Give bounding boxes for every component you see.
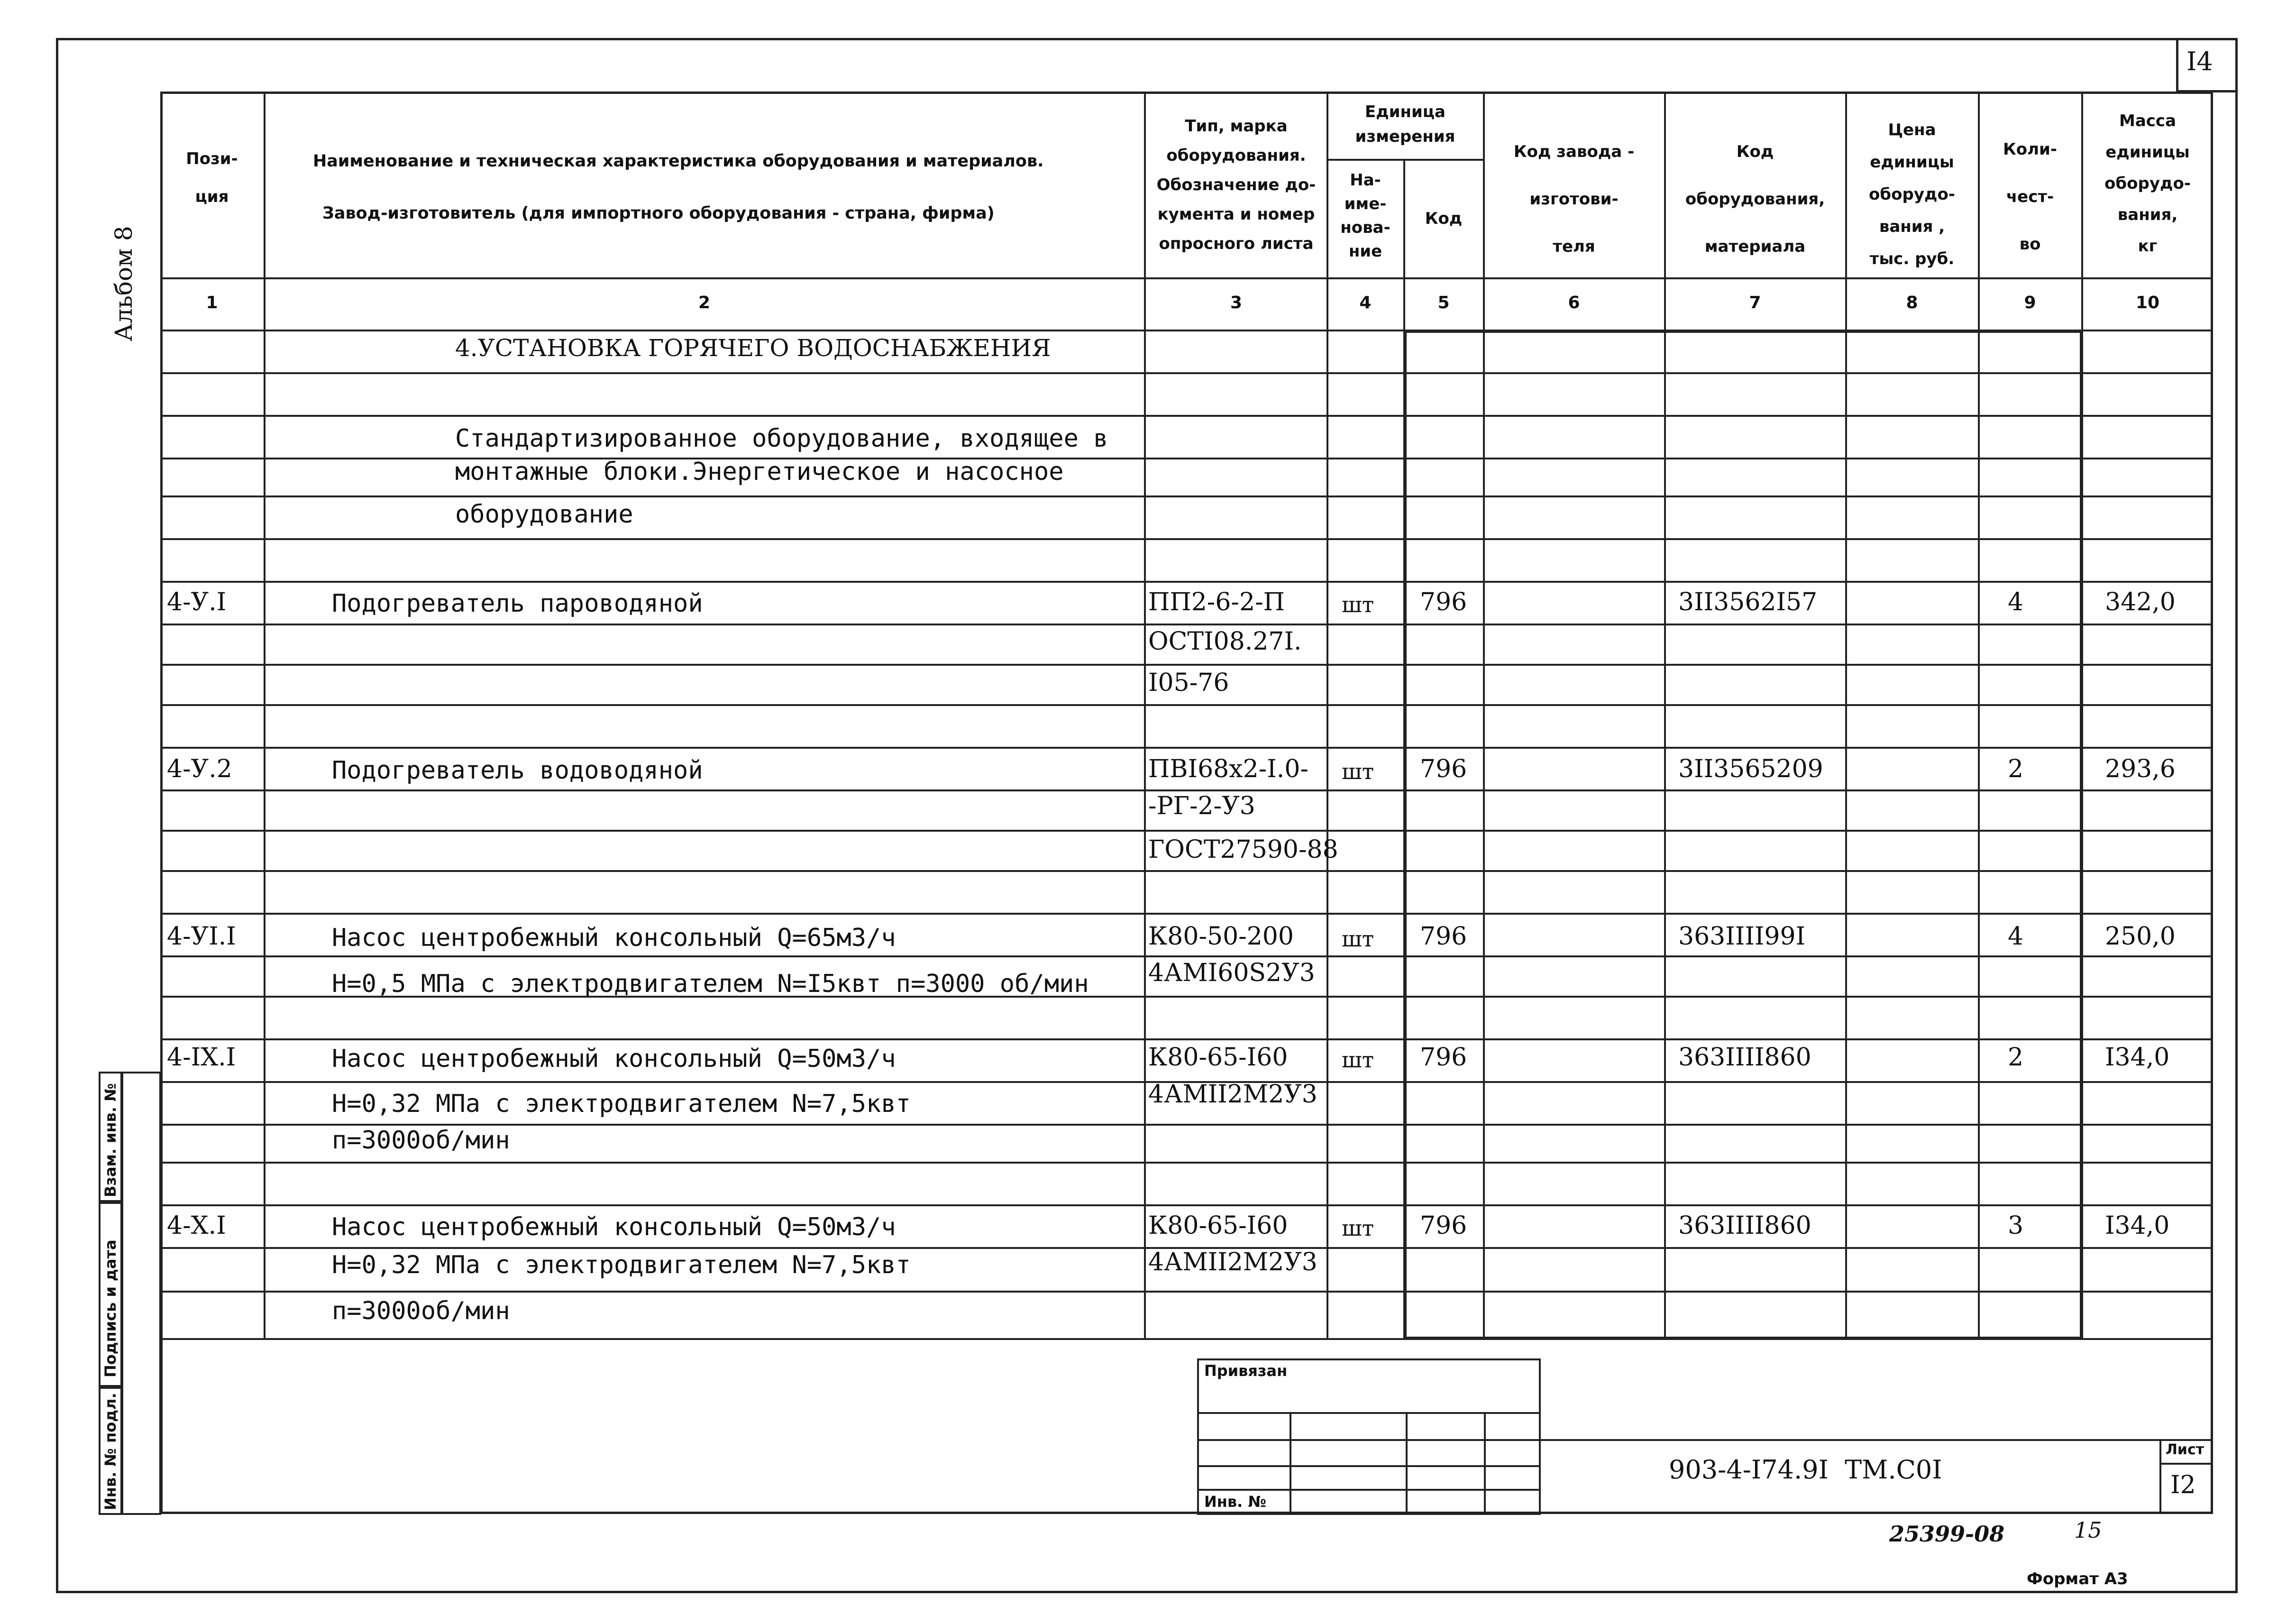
row2-mass: 293,6 [2105, 755, 2176, 783]
hdr-col6: Код завода - изготови- теля [1513, 142, 1635, 256]
row4-code: 796 [1420, 1043, 1467, 1072]
row1-qty: 4 [2008, 588, 2024, 616]
row3-name-2: Н=0,5 МПа с электродвигателем N=I5квт п=3000 об/мин [332, 970, 1089, 998]
page-number: 15 [2074, 1517, 2102, 1543]
hdr-col10: Масса единицы оборудо- вания, кг [2104, 111, 2191, 256]
colnum-8: 8 [1906, 293, 1918, 312]
colnum-3: 3 [1230, 293, 1243, 312]
col-line-3 [1326, 92, 1328, 1340]
row4-mass: I34,0 [2105, 1043, 2170, 1072]
row2-name: Подогреватель водоводяной [332, 756, 703, 785]
colnum-10: 10 [2135, 293, 2160, 312]
row5-name-1: Насос центробежный консольный Q=50м3/ч [332, 1213, 896, 1241]
privyazan-box [1197, 1358, 1541, 1515]
hdr-col7: Код оборудования, материала [1685, 142, 1825, 256]
row5-code: 796 [1420, 1211, 1467, 1240]
row2-equip-code: 3II3565209 [1678, 755, 1823, 783]
row1-type-3: I05-76 [1148, 669, 1229, 697]
row2-type-3: ГОСТ27590-88 [1148, 835, 1338, 864]
colnum-9: 9 [2024, 293, 2036, 312]
sheet-box-mid [2159, 1463, 2213, 1465]
row1-code: 796 [1420, 588, 1467, 616]
colnum-1: 1 [206, 293, 218, 312]
row3-mass: 250,0 [2105, 922, 2176, 951]
row4-qty: 2 [2008, 1043, 2024, 1072]
row5-name-3: п=3000об/мин [332, 1297, 510, 1325]
row2-unit: шт [1342, 759, 1374, 784]
section-note-1: Стандартизированное оборудование, входящее в [455, 424, 1108, 453]
hdr-col9: Коли- чест- во [2003, 140, 2057, 254]
colnum-5: 5 [1437, 293, 1450, 312]
row2-type-1: ПВI68х2-I.0- [1148, 755, 1308, 783]
row4-name-2: Н=0,32 МПа с электродвигателем N=7,5квт [332, 1090, 911, 1118]
corner-sheet-number: I4 [2186, 46, 2213, 76]
row5-qty: 3 [2008, 1211, 2024, 1240]
hdr-col8: Цена единицы оборудо- вания , тыс. руб. [1869, 120, 1955, 268]
privyazan-label: Привязан [1204, 1362, 1288, 1380]
row4-type-1: К80-65-I60 [1148, 1043, 1288, 1072]
row3-qty: 4 [2008, 922, 2024, 951]
row1-mass: 342,0 [2105, 588, 2176, 616]
album-label: Альбом 8 [110, 226, 137, 341]
sheet-label: Лист [2166, 1441, 2205, 1458]
section-note-2: монтажные блоки.Энергетическое и насосное [455, 458, 1064, 486]
header-bottom-line [160, 277, 2213, 279]
row3-type-2: 4АМI60S2У3 [1148, 959, 1315, 987]
row1-unit: шт [1342, 592, 1374, 617]
stamp-line [1197, 1489, 1541, 1491]
side-label-sign: Подпись и дата [101, 1239, 119, 1377]
row1-name: Подогреватель пароводяной [332, 589, 703, 618]
stamp-vline [1290, 1412, 1291, 1514]
colnum-6: 6 [1568, 293, 1580, 312]
row4-name-1: Насос центробежный консольный Q=50м3/ч [332, 1045, 896, 1073]
row1-type-1: ПП2-6-2-П [1148, 588, 1285, 616]
row1-equip-code: 3II3562I57 [1678, 588, 1818, 616]
colnum-2: 2 [698, 293, 711, 312]
emphasis-box [1403, 330, 2083, 1340]
doc-code: 903-4-I74.9I ТМ.С0I [1669, 1455, 1942, 1485]
hdr-unit-group: Единица измерения [1355, 102, 1455, 146]
row3-equip-code: 363IIII99I [1678, 922, 1806, 951]
side-label-replace: Взам. инв. № [101, 1083, 119, 1197]
row2-code: 796 [1420, 755, 1467, 783]
row3-name-1: Насос центробежный консольный Q=65м3/ч [332, 924, 896, 952]
stamp-line [1197, 1439, 1541, 1441]
hdr-col3: Тип, марка оборудования. Обозначение до- кумента и номер опросного листа [1156, 117, 1316, 253]
side-label-inv: Инв. № подл. [101, 1393, 119, 1510]
sheet-number: I2 [2170, 1471, 2196, 1499]
row4-pos: 4-IХ.I [167, 1043, 236, 1072]
col-line-2 [1144, 92, 1146, 1340]
row4-equip-code: 363IIII860 [1678, 1043, 1811, 1072]
row5-name-2: Н=0,32 МПа с электродвигателем N=7,5квт [332, 1251, 911, 1279]
row3-pos: 4-УI.I [167, 922, 236, 951]
row4-unit: шт [1342, 1047, 1374, 1073]
row1-pos: 4-У.I [167, 588, 227, 616]
section-note-3: оборудование [455, 500, 633, 529]
stamp-vline [1484, 1412, 1486, 1514]
stamp-vline [1406, 1412, 1408, 1514]
hdr-col1: Пози- ция [186, 149, 238, 206]
row1-type-2: ОСТI08.27I. [1148, 627, 1302, 656]
sheet-box-line [2159, 1439, 2161, 1514]
hdr-col5: Код [1425, 209, 1463, 228]
stamp-line [1197, 1412, 1541, 1414]
row2-qty: 2 [2008, 755, 2024, 783]
stamp-main-line [1541, 1439, 2213, 1441]
row5-type-2: 4АМII2М2У3 [1148, 1248, 1317, 1276]
row5-mass: I34,0 [2105, 1211, 2170, 1240]
row2-pos: 4-У.2 [167, 755, 232, 783]
row3-code: 796 [1420, 922, 1467, 951]
format-label: Формат А3 [2027, 1569, 2128, 1588]
row5-unit: шт [1342, 1215, 1374, 1241]
inv-no-label: Инв. № [1204, 1493, 1266, 1511]
unit-group-line [1327, 159, 1483, 161]
hdr-col2: Наименование и техническая характеристика оборудования и материалов. Завод-изготовитель (для импортного оборудования - страна, фирма) [313, 152, 1044, 223]
hdr-col4: На- име- нова- ние [1340, 171, 1390, 261]
section-title: 4.УСТАНОВКА ГОРЯЧЕГО ВОДОСНАБЖЕНИЯ [455, 334, 1051, 362]
archive-number: 25399-08 [1889, 1521, 2005, 1547]
row2-type-2: -РГ-2-У3 [1148, 792, 1255, 820]
row5-type-1: К80-65-I60 [1148, 1211, 1288, 1240]
row5-equip-code: 363IIII860 [1678, 1211, 1811, 1240]
colnum-7: 7 [1749, 293, 1761, 312]
col-line-1 [264, 92, 265, 1340]
row5-pos: 4-Х.I [167, 1211, 226, 1240]
row4-name-3: п=3000об/мин [332, 1126, 510, 1155]
row3-type-1: К80-50-200 [1148, 922, 1294, 951]
row3-unit: шт [1342, 926, 1374, 952]
stamp-line [1197, 1465, 1541, 1467]
side-box-right [121, 1072, 161, 1515]
row4-type-2: 4АМII2М2У3 [1148, 1080, 1317, 1109]
colnum-4: 4 [1359, 293, 1372, 312]
